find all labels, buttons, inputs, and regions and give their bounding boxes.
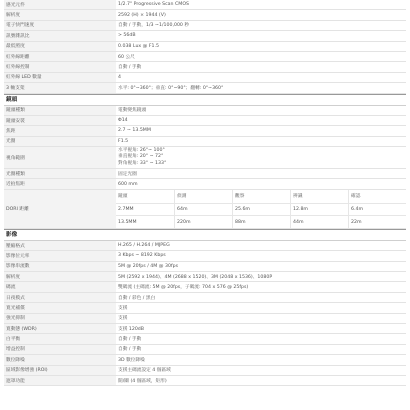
spec-key: 影像位元率 bbox=[4, 251, 116, 260]
spec-key: 3 軸支架 bbox=[4, 83, 116, 92]
spec-value: 4 bbox=[118, 74, 121, 80]
spec-row bbox=[4, 355, 406, 365]
spec-value: 3D 數位降噪 bbox=[118, 357, 145, 363]
spec-value: 1/2.7" Progressive Scan CMOS bbox=[118, 2, 189, 8]
spec-row bbox=[4, 272, 406, 282]
spec-row bbox=[4, 62, 406, 72]
spec-row bbox=[4, 376, 406, 386]
fov-line: 水平視角: 26°~ 100° bbox=[118, 148, 165, 154]
spec-value: 5M @ 20fps / 4M @ 30fps bbox=[118, 263, 179, 269]
spec-row bbox=[4, 73, 406, 83]
spec-row bbox=[4, 31, 406, 41]
video-section bbox=[4, 241, 406, 386]
spec-value: 自動 / 手動 bbox=[118, 347, 142, 353]
dori-header-cell: 確認 bbox=[348, 190, 406, 204]
spec-key: 解析度 bbox=[4, 272, 116, 281]
dori-cell: 22m bbox=[348, 216, 406, 228]
section-header-lens: 鏡頭 bbox=[4, 94, 406, 106]
spec-key: 紅外線控制 bbox=[4, 62, 116, 71]
dori-header-cell: 鏡頭 bbox=[116, 190, 174, 204]
spec-key: 紅外線 LED 數量 bbox=[4, 73, 116, 82]
spec-key: 焦距 bbox=[4, 126, 116, 135]
spec-row bbox=[4, 42, 406, 52]
dori-cell: 13.5MM bbox=[118, 219, 137, 225]
dori-header-cell: 偵測 bbox=[174, 190, 232, 204]
spec-row bbox=[4, 324, 406, 334]
spec-key: 光圈種類 bbox=[4, 169, 116, 178]
spec-key: 區域影像增強 (ROI) bbox=[4, 366, 116, 375]
spec-key: 光圈 bbox=[4, 137, 116, 146]
spec-row bbox=[4, 21, 406, 31]
fov-line: 對角視角: 33° ~ 133° bbox=[118, 160, 167, 166]
spec-row bbox=[4, 345, 406, 355]
spec-row bbox=[4, 251, 406, 261]
spec-row bbox=[4, 116, 406, 126]
spec-value: 60 公尺 bbox=[118, 54, 135, 60]
dori-table bbox=[116, 190, 406, 228]
spec-value: 自動 / 手動 bbox=[118, 65, 142, 71]
dori-cell: 88m bbox=[232, 216, 290, 228]
spec-value: 自動 / 手動 bbox=[118, 337, 142, 343]
spec-key: 碼流 bbox=[4, 282, 116, 291]
spec-value: Φ14 bbox=[118, 118, 128, 124]
dori-header-cell: 觀察 bbox=[232, 190, 290, 204]
spec-value: 固定光圈 bbox=[118, 171, 137, 177]
spec-key: 增益控制 bbox=[4, 345, 116, 354]
spec-row-fov bbox=[4, 147, 406, 169]
spec-value: 支援主碼流設定 4 個區域 bbox=[118, 368, 171, 374]
spec-key: 寬光補償 bbox=[4, 303, 116, 312]
spec-key: 壓縮格式 bbox=[4, 241, 116, 250]
spec-key: 解析度 bbox=[4, 10, 116, 19]
dori-cell: 64m bbox=[174, 204, 232, 217]
spec-value: 自動 / 手動，1/3 ~1/100,000 秒 bbox=[118, 23, 190, 29]
spec-row bbox=[4, 314, 406, 324]
spec-value: 3 Kbps ~ 8192 Kbps bbox=[118, 253, 166, 259]
spec-value bbox=[116, 147, 406, 168]
spec-value: 支援 bbox=[118, 305, 128, 311]
spec-row bbox=[4, 179, 406, 189]
spec-value: 2.7 ~ 13.5MM bbox=[118, 128, 151, 134]
spec-value: > 56dB bbox=[118, 33, 136, 39]
spec-value: 水平: 0°~360°；垂直: 0°~90°；翻轉: 0°~360° bbox=[118, 85, 224, 91]
spec-row bbox=[4, 262, 406, 272]
spec-value: 600 mm bbox=[118, 181, 138, 187]
dori-cell: 44m bbox=[290, 216, 348, 228]
spec-key: 鏡頭種類 bbox=[4, 106, 116, 115]
camera-section bbox=[4, 0, 406, 94]
spec-value: 電動變焦鏡頭 bbox=[118, 108, 147, 114]
spec-key: DORI 距離 bbox=[4, 190, 116, 228]
spec-key: 寬動態 (WDR) bbox=[4, 324, 116, 333]
spec-key: 感光元件 bbox=[4, 0, 116, 9]
spec-key: 電子快門速度 bbox=[4, 21, 116, 30]
spec-row bbox=[4, 52, 406, 62]
spec-key: 鏡頭安裝 bbox=[4, 116, 116, 125]
fov-line: 垂直視角: 20° ~ 72° bbox=[118, 154, 164, 160]
spec-value: F1.5 bbox=[118, 138, 129, 144]
spec-value: 自動 / 彩色 / 黑白 bbox=[118, 295, 156, 301]
spec-key: 訊號雜訊比 bbox=[4, 31, 116, 40]
dori-header-cell: 辨識 bbox=[290, 190, 348, 204]
spec-key: 最低照度 bbox=[4, 42, 116, 51]
spec-key: 紅外線距離 bbox=[4, 52, 116, 61]
spec-key: 強光抑制 bbox=[4, 314, 116, 323]
spec-key: 遮罩功能 bbox=[4, 376, 116, 385]
spec-value: 0.038 Lux @ F1.5 bbox=[118, 43, 160, 49]
spec-row bbox=[4, 282, 406, 292]
spec-value: 2592 (H) × 1944 (V) bbox=[118, 12, 166, 18]
spec-value: 支援 bbox=[118, 316, 128, 322]
spec-row bbox=[4, 83, 406, 93]
spec-value bbox=[116, 190, 406, 228]
lens-section-2 bbox=[4, 169, 406, 190]
spec-sheet bbox=[4, 0, 406, 386]
spec-row bbox=[4, 10, 406, 20]
spec-value: 5M (2592 x 1944)、4M (2688 x 1520)、3M (2048 x 1536)、1080P bbox=[118, 274, 273, 280]
spec-row bbox=[4, 241, 406, 251]
spec-row bbox=[4, 293, 406, 303]
spec-key: 影像串流數 bbox=[4, 262, 116, 271]
spec-value: H.265 / H.264 / MJPEG bbox=[118, 243, 170, 249]
spec-row bbox=[4, 334, 406, 344]
dori-cell: 12.8m bbox=[290, 204, 348, 217]
spec-row bbox=[4, 106, 406, 116]
spec-value: 開/關 (4 個區域，矩形) bbox=[118, 378, 167, 384]
spec-key: 日夜模式 bbox=[4, 293, 116, 302]
spec-row bbox=[4, 169, 406, 179]
spec-row bbox=[4, 366, 406, 376]
dori-cell: 6.4m bbox=[348, 204, 406, 217]
spec-value: 支援 120dB bbox=[118, 326, 145, 332]
spec-row bbox=[4, 0, 406, 10]
dori-cell: 2.7MM bbox=[116, 204, 174, 217]
section-header-video: 影像 bbox=[4, 229, 406, 241]
spec-key: 白平衡 bbox=[4, 334, 116, 343]
spec-key: 數位降噪 bbox=[4, 355, 116, 364]
spec-key: 近拍焦距 bbox=[4, 179, 116, 188]
dori-cell: 25.6m bbox=[232, 204, 290, 217]
spec-row-dori bbox=[4, 190, 406, 229]
spec-value: 雙碼流 (主碼流: 5M @ 20fps，子碼流: 704 x 576 @ 25fps) bbox=[118, 285, 249, 291]
lens-section bbox=[4, 106, 406, 148]
spec-key: 視角範圍 bbox=[4, 147, 116, 168]
dori-cell: 220m bbox=[174, 216, 232, 228]
spec-row bbox=[4, 126, 406, 136]
spec-row bbox=[4, 137, 406, 147]
spec-row bbox=[4, 303, 406, 313]
